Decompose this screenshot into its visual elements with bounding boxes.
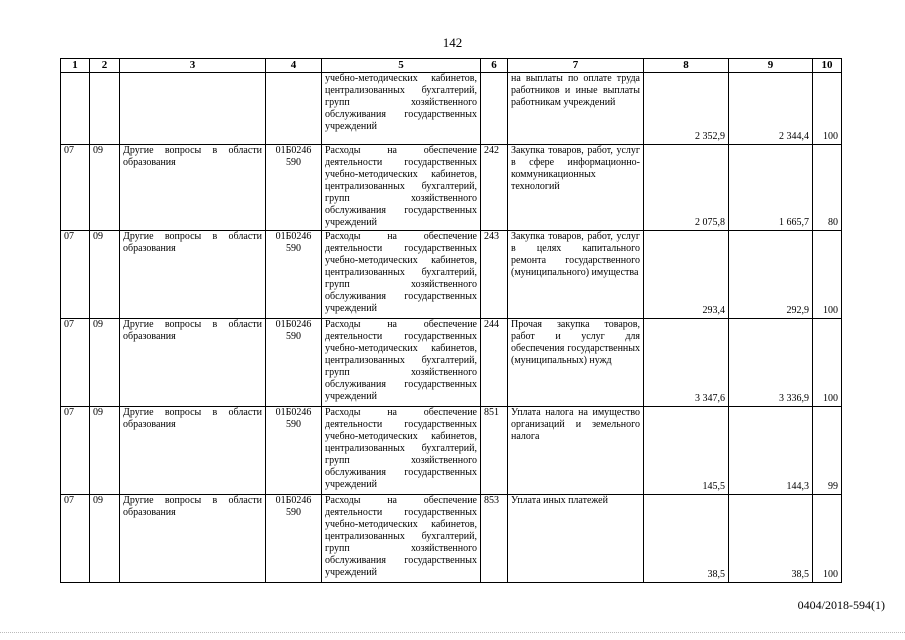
planned-amount: 2 075,8: [644, 145, 729, 231]
execution-percent: 99: [813, 407, 842, 495]
expense-type-code: 244: [481, 319, 508, 407]
subsection-name: Другие вопросы в области образования: [120, 319, 266, 407]
subsection-name: Другие вопросы в области образования: [120, 145, 266, 231]
header-row: [61, 59, 842, 73]
page-number: 142: [442, 35, 463, 50]
header-cell: 9: [729, 59, 813, 73]
expense-type-name: Закупка товаров, работ, услуг в целях капитального ремонта государственного (муниципального) имущества: [508, 231, 644, 319]
target-article-name: Расходы на обеспечение деятельности государственных учебно-методических кабинетов, централизованных бухгалтерий, групп хозяйственного обслуживания государственных учреждений: [322, 319, 481, 407]
target-article-code: 01Б0246 590: [266, 319, 322, 407]
planned-amount: 38,5: [644, 495, 729, 583]
expense-type-code: 851: [481, 407, 508, 495]
section-code: 07: [61, 145, 90, 231]
subsection-name: Другие вопросы в области образования: [120, 407, 266, 495]
execution-percent: 80: [813, 145, 842, 231]
table-row: [61, 407, 842, 495]
expense-type-name: Уплата налога на имущество организаций и земельного налога: [508, 407, 644, 495]
execution-percent: 100: [813, 495, 842, 583]
table-row: [61, 319, 842, 407]
section-code: [61, 73, 90, 145]
header-cell: 5: [322, 59, 481, 73]
executed-amount: 3 336,9: [729, 319, 813, 407]
subsection-code: 09: [90, 319, 120, 407]
target-article-code: 01Б0246 590: [266, 495, 322, 583]
section-code: 07: [61, 495, 90, 583]
target-article-code: 01Б0246 590: [266, 145, 322, 231]
subsection-code: 09: [90, 145, 120, 231]
target-article-code: 01Б0246 590: [266, 407, 322, 495]
target-article-code: 01Б0246 590: [266, 231, 322, 319]
executed-amount: 292,9: [729, 231, 813, 319]
header-cell: 10: [813, 59, 842, 73]
expense-type-name: Уплата иных платежей: [508, 495, 644, 583]
expense-type-name: Закупка товаров, работ, услуг в сфере информационно-коммуникационных технологий: [508, 145, 644, 231]
subsection-code: 09: [90, 231, 120, 319]
expense-type-code: [481, 73, 508, 145]
expense-type-code: 243: [481, 231, 508, 319]
table-row: [61, 231, 842, 319]
header-cell: 3: [120, 59, 266, 73]
target-article-name: Расходы на обеспечение деятельности государственных учебно-методических кабинетов, централизованных бухгалтерий, групп хозяйственного обслуживания государственных учреждений: [322, 495, 481, 583]
expense-type-code: 853: [481, 495, 508, 583]
planned-amount: 145,5: [644, 407, 729, 495]
header-cell: 8: [644, 59, 729, 73]
table-row: [61, 73, 842, 145]
header-cell: 6: [481, 59, 508, 73]
subsection-code: 09: [90, 495, 120, 583]
target-article-name: Расходы на обеспечение деятельности государственных учебно-методических кабинетов, централизованных бухгалтерий, групп хозяйственного обслуживания государственных учреждений: [322, 231, 481, 319]
subsection-name: Другие вопросы в области образования: [120, 231, 266, 319]
target-article-name: Расходы на обеспечение деятельности государственных учебно-методических кабинетов, централизованных бухгалтерий, групп хозяйственного обслуживания государственных учреждений: [322, 145, 481, 231]
header-cell: 4: [266, 59, 322, 73]
subsection-code: [90, 73, 120, 145]
expense-type-name: на выплаты по оплате труда работников и иные выплаты работникам учреждений: [508, 73, 644, 145]
table-row: [61, 145, 842, 231]
executed-amount: 38,5: [729, 495, 813, 583]
table-row: [61, 495, 842, 583]
planned-amount: 293,4: [644, 231, 729, 319]
planned-amount: 2 352,9: [644, 73, 729, 145]
subsection-name: Другие вопросы в области образования: [120, 495, 266, 583]
expense-type-code: 242: [481, 145, 508, 231]
subsection-name: [120, 73, 266, 145]
execution-percent: 100: [813, 319, 842, 407]
planned-amount: 3 347,6: [644, 319, 729, 407]
header-cell: 1: [61, 59, 90, 73]
target-article-name: учебно-методических кабинетов, централизованных бухгалтерий, групп хозяйственного обслуживания государственных учреждений: [322, 73, 481, 145]
executed-amount: 2 344,4: [729, 73, 813, 145]
document-code: 0404/2018-594(1): [797, 598, 885, 612]
section-code: 07: [61, 231, 90, 319]
execution-percent: 100: [813, 73, 842, 145]
subsection-code: 09: [90, 407, 120, 495]
budget-table: [60, 58, 842, 583]
executed-amount: 144,3: [729, 407, 813, 495]
target-article-name: Расходы на обеспечение деятельности государственных учебно-методических кабинетов, централизованных бухгалтерий, групп хозяйственного обслуживания государственных учреждений: [322, 407, 481, 495]
expense-type-name: Прочая закупка товаров, работ и услуг для обеспечения государственных (муниципальных) нужд: [508, 319, 644, 407]
header-cell: 7: [508, 59, 644, 73]
header-cell: 2: [90, 59, 120, 73]
section-code: 07: [61, 319, 90, 407]
execution-percent: 100: [813, 231, 842, 319]
scan-edge-divider: [0, 632, 905, 637]
section-code: 07: [61, 407, 90, 495]
executed-amount: 1 665,7: [729, 145, 813, 231]
target-article-code: [266, 73, 322, 145]
